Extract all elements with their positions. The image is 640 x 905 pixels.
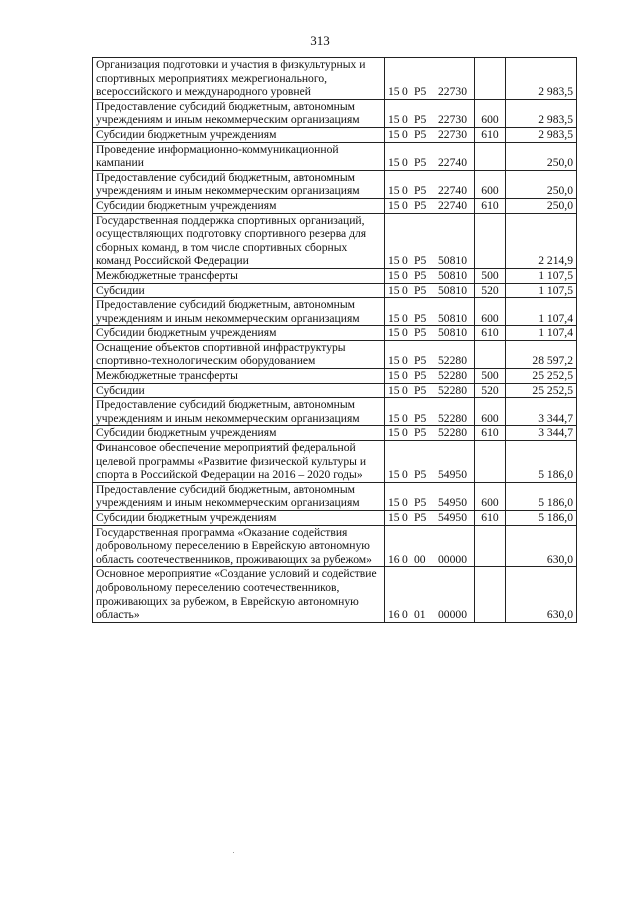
row-code (385, 567, 475, 622)
table-row (93, 213, 577, 268)
row-name: Субсидии бюджетным учреждениям (93, 426, 385, 441)
row-expense-type (475, 213, 506, 268)
code-segment: 22730 (438, 85, 467, 99)
code-segment: 0 (402, 511, 408, 524)
code-segment: 15 (388, 254, 400, 268)
row-expense-type: 610 (475, 198, 506, 213)
code-segment: 0 (402, 283, 408, 297)
row-expense-type: 600 (475, 298, 506, 326)
code-segment: 0 (402, 411, 408, 425)
row-code (385, 283, 475, 298)
row-code (385, 441, 475, 483)
code-segment: 15 (388, 511, 400, 524)
row-expense-type: 520 (475, 383, 506, 398)
row-sum: 3 344,7 (506, 426, 577, 441)
row-name: Оснащение объектов спортивной инфраструктуры спортивно-технологическим оборудованием (93, 340, 385, 368)
row-name: Межбюджетные трансферты (93, 268, 385, 283)
row-sum: 2 983,5 (506, 58, 577, 100)
row-name: Предоставление субсидий бюджетным, автономным учреждениям и иным некоммерческим организациям (93, 398, 385, 426)
row-code (385, 142, 475, 170)
row-sum: 1 107,4 (506, 298, 577, 326)
row-name: Государственная поддержка спортивных организаций, осуществляющих подготовку спортивного резерва для сборных команд, в том числе спортивных сборных команд Российской Федерации (93, 213, 385, 268)
row-code (385, 511, 475, 526)
row-sum: 630,0 (506, 567, 577, 622)
table-row (93, 525, 577, 567)
page-number: 313 (310, 33, 330, 48)
code-segment: 0 (402, 426, 408, 440)
row-expense-type (475, 340, 506, 368)
code-segment: 52280 (438, 383, 467, 397)
row-expense-type (475, 142, 506, 170)
row-name: Предоставление субсидий бюджетным, автономным учреждениям и иным некоммерческим организациям (93, 298, 385, 326)
code-segment: 0 (402, 254, 408, 268)
code-segment: 00000 (438, 608, 467, 622)
row-sum: 250,0 (506, 142, 577, 170)
code-segment: 00000 (438, 552, 467, 566)
code-segment: 15 (388, 369, 400, 383)
row-sum: 250,0 (506, 170, 577, 198)
row-name: Субсидии бюджетным учреждениям (93, 326, 385, 341)
row-sum: 25 252,5 (506, 383, 577, 398)
budget-table (92, 57, 577, 623)
row-expense-type: 600 (475, 482, 506, 510)
code-segment: Р5 (414, 496, 427, 510)
row-code (385, 198, 475, 213)
row-sum: 1 107,5 (506, 283, 577, 298)
row-code (385, 170, 475, 198)
table-row (93, 58, 577, 100)
table-row (93, 127, 577, 142)
row-name: Предоставление субсидий бюджетным, автономным учреждениям и иным некоммерческим организациям (93, 99, 385, 127)
budget-table-body (93, 58, 577, 623)
row-code (385, 298, 475, 326)
code-segment: Р5 (414, 184, 427, 198)
row-sum: 5 186,0 (506, 441, 577, 483)
row-name: Предоставление субсидий бюджетным, автономным учреждениям и иным некоммерческим организациям (93, 482, 385, 510)
code-segment: Р5 (414, 511, 427, 524)
code-segment: Р5 (414, 383, 427, 397)
row-sum: 250,0 (506, 198, 577, 213)
row-name: Субсидии (93, 383, 385, 398)
table-row (93, 170, 577, 198)
row-sum: 1 107,4 (506, 326, 577, 341)
row-code (385, 326, 475, 341)
table-row (93, 142, 577, 170)
row-expense-type (475, 525, 506, 567)
code-segment: 50810 (438, 283, 467, 297)
code-segment: 0 (402, 468, 408, 482)
row-expense-type (475, 58, 506, 100)
code-segment: Р5 (414, 411, 427, 425)
row-name: Проведение информационно-коммуникационной кампании (93, 142, 385, 170)
row-expense-type: 520 (475, 283, 506, 298)
code-segment: 54950 (438, 511, 467, 524)
code-segment: 15 (388, 127, 400, 141)
row-expense-type (475, 567, 506, 622)
code-segment: 0 (402, 383, 408, 397)
row-code (385, 213, 475, 268)
code-segment: 15 (388, 283, 400, 297)
code-segment: 15 (388, 383, 400, 397)
table-row (93, 398, 577, 426)
row-expense-type (475, 441, 506, 483)
code-segment: 0 (402, 311, 408, 325)
row-name: Субсидии (93, 283, 385, 298)
row-expense-type: 610 (475, 127, 506, 142)
code-segment: Р5 (414, 311, 427, 325)
row-code (385, 369, 475, 384)
row-sum: 5 186,0 (506, 482, 577, 510)
code-segment: 22730 (438, 127, 467, 141)
row-expense-type: 500 (475, 268, 506, 283)
code-segment: 0 (402, 156, 408, 170)
code-segment: Р5 (414, 127, 427, 141)
row-expense-type: 610 (475, 426, 506, 441)
row-sum: 25 252,5 (506, 369, 577, 384)
row-code (385, 482, 475, 510)
row-code (385, 340, 475, 368)
table-row (93, 441, 577, 483)
table-row (93, 383, 577, 398)
code-segment: 0 (402, 496, 408, 510)
row-expense-type: 600 (475, 170, 506, 198)
code-segment: 15 (388, 156, 400, 170)
code-segment: Р5 (414, 198, 427, 212)
code-segment: Р5 (414, 156, 427, 170)
code-segment: 15 (388, 411, 400, 425)
code-segment: 54950 (438, 496, 467, 510)
row-name: Основное мероприятие «Создание условий и содействие добровольному переселению соотечественников, проживающих за рубежом, в Еврейскую автономную область» (93, 567, 385, 622)
row-code (385, 127, 475, 142)
row-sum: 2 983,5 (506, 127, 577, 142)
code-segment: 15 (388, 113, 400, 127)
table-row (93, 326, 577, 341)
code-segment: 00 (414, 552, 426, 566)
code-segment: 15 (388, 311, 400, 325)
code-segment: 15 (388, 184, 400, 198)
code-segment: Р5 (414, 468, 427, 482)
code-segment: Р5 (414, 426, 427, 440)
table-row (93, 340, 577, 368)
row-code (385, 398, 475, 426)
table-row (93, 268, 577, 283)
row-code (385, 58, 475, 100)
code-segment: 15 (388, 326, 400, 340)
code-segment: Р5 (414, 254, 427, 268)
code-segment: Р5 (414, 283, 427, 297)
row-sum: 2 214,9 (506, 213, 577, 268)
code-segment: Р5 (414, 113, 427, 127)
table-row (93, 426, 577, 441)
table-row (93, 369, 577, 384)
code-segment: 22740 (438, 184, 467, 198)
code-segment: 50810 (438, 311, 467, 325)
code-segment: 0 (402, 369, 408, 383)
code-segment: 15 (388, 85, 400, 99)
table-row (93, 298, 577, 326)
scan-speck (233, 852, 234, 853)
row-sum: 28 597,2 (506, 340, 577, 368)
row-code (385, 268, 475, 283)
table-row (93, 511, 577, 526)
code-segment: Р5 (414, 326, 427, 340)
code-segment: 50810 (438, 254, 467, 268)
code-segment: Р5 (414, 268, 427, 282)
row-name: Предоставление субсидий бюджетным, автономным учреждениям и иным некоммерческим организациям (93, 170, 385, 198)
row-code (385, 426, 475, 441)
code-segment: 15 (388, 198, 400, 212)
row-expense-type: 500 (475, 369, 506, 384)
code-segment: 0 (402, 198, 408, 212)
row-name: Государственная программа «Оказание содействия добровольному переселению в Еврейскую автономную область соотечественников, проживающих за рубежом» (93, 525, 385, 567)
code-segment: 22730 (438, 113, 467, 127)
row-expense-type: 610 (475, 511, 506, 526)
row-sum: 2 983,5 (506, 99, 577, 127)
code-segment: 15 (388, 354, 400, 368)
code-segment: 22740 (438, 156, 467, 170)
table-row (93, 283, 577, 298)
code-segment: 50810 (438, 268, 467, 282)
code-segment: Р5 (414, 369, 427, 383)
row-code (385, 99, 475, 127)
code-segment: 54950 (438, 468, 467, 482)
code-segment: 52280 (438, 426, 467, 440)
table-row (93, 567, 577, 622)
row-code (385, 383, 475, 398)
row-name: Субсидии бюджетным учреждениям (93, 511, 385, 526)
code-segment: 52280 (438, 354, 467, 368)
code-segment: 0 (402, 552, 408, 566)
row-expense-type: 600 (475, 398, 506, 426)
row-name: Финансовое обеспечение мероприятий федеральной целевой программы «Развитие физической культуры и спорта в Российской Федерации на 2016 – 2020 годы» (93, 441, 385, 483)
table-row (93, 99, 577, 127)
code-segment: 22740 (438, 198, 467, 212)
code-segment: 52280 (438, 411, 467, 425)
code-segment: 0 (402, 127, 408, 141)
code-segment: 52280 (438, 369, 467, 383)
row-code (385, 525, 475, 567)
code-segment: 15 (388, 268, 400, 282)
table-row (93, 482, 577, 510)
code-segment: 16 (388, 552, 400, 566)
code-segment: 15 (388, 496, 400, 510)
row-sum: 630,0 (506, 525, 577, 567)
code-segment: Р5 (414, 85, 427, 99)
row-name: Организация подготовки и участия в физкультурных и спортивных мероприятиях межрегионального, всероссийского и международного уровней (93, 58, 385, 100)
code-segment: 15 (388, 468, 400, 482)
code-segment: 16 (388, 608, 400, 622)
table-row (93, 198, 577, 213)
code-segment: Р5 (414, 354, 427, 368)
row-expense-type: 600 (475, 99, 506, 127)
code-segment: 15 (388, 426, 400, 440)
code-segment: 0 (402, 354, 408, 368)
code-segment: 0 (402, 326, 408, 340)
code-segment: 0 (402, 268, 408, 282)
row-sum: 3 344,7 (506, 398, 577, 426)
code-segment: 0 (402, 608, 408, 622)
row-sum: 1 107,5 (506, 268, 577, 283)
row-name: Субсидии бюджетным учреждениям (93, 198, 385, 213)
code-segment: 01 (414, 608, 426, 622)
code-segment: 0 (402, 184, 408, 198)
row-sum: 5 186,0 (506, 511, 577, 526)
code-segment: 50810 (438, 326, 467, 340)
row-name: Межбюджетные трансферты (93, 369, 385, 384)
code-segment: 0 (402, 113, 408, 127)
row-expense-type: 610 (475, 326, 506, 341)
code-segment: 0 (402, 85, 408, 99)
row-name: Субсидии бюджетным учреждениям (93, 127, 385, 142)
